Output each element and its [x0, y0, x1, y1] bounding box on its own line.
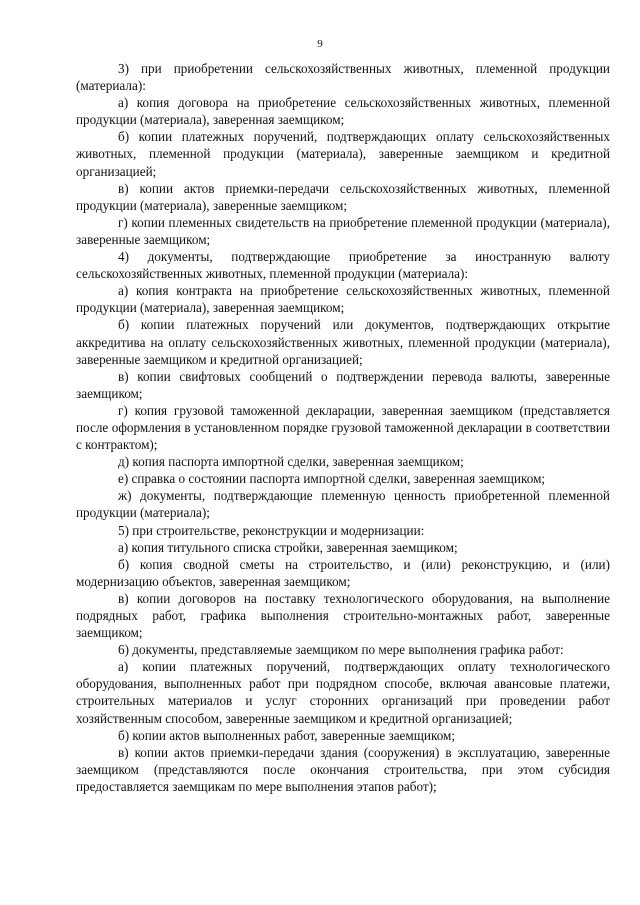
paragraph-4zh: ж) документы, подтверждающие племенную ценность приобретенной племенной продукции (материала);: [76, 488, 610, 521]
paragraph-3a: а) копия договора на приобретение сельскохозяйственных животных, племенной продукции (материала), заверенная заемщиком;: [76, 95, 610, 128]
paragraph-4-foreign-currency: 4) документы, подтверждающие приобретение за иностранную валюту сельскохозяйственных животных, племенной продукции (материала):: [76, 249, 610, 282]
paragraph-4a: а) копия контракта на приобретение сельскохозяйственных животных, племенной продукции (материала), заверенная заемщиком;: [76, 283, 610, 316]
paragraph-4d: д) копия паспорта импортной сделки, заверенная заемщиком;: [118, 454, 464, 470]
paragraph-3v: в) копии актов приемки-передачи сельскохозяйственных животных, племенной продукции (материала), заверенные заемщиком;: [76, 180, 610, 213]
paragraph-4b: б) копии платежных поручений или документов, подтверждающих открытие аккредитива на оплату сельскохозяйственных животных, племенной продукции (материала), заверенные заемщиком и кредитной организацией;: [76, 317, 610, 367]
paragraph-5b: б) копия сводной сметы на строительство, и (или) реконструкцию, и (или) модернизацию объектов, заверенная заемщиком;: [76, 556, 610, 589]
page-number: 9: [317, 38, 323, 50]
paragraph-3b: б) копии платежных поручений, подтверждающих оплату сельскохозяйственных животных, племенной продукции (материала), заверенные заемщиком и кредитной организацией;: [76, 129, 610, 179]
paragraph-3g: г) копии племенных свидетельств на приобретение племенной продукции (материала), заверенные заемщиком;: [76, 214, 610, 247]
paragraph-5-construction: 5) при строительстве, реконструкции и модернизации:: [118, 522, 425, 538]
paragraph-6v: в) копии актов приемки-передачи здания (сооружения) в эксплуатацию, заверенные заемщиком (представляются после окончания строительства, при этом субсидия предоставляется заемщикам по мере выполнения этапов работ);: [76, 744, 610, 794]
paragraph-6a: а) копии платежных поручений, подтверждающих оплату технологического оборудования, выполненных работ при подрядном способе, включая авансовые платежи, строительных материалов и услуг сторонних организаций при проведении работ хозяйственным способом, заверенные заемщиком и кредитной организацией;: [76, 659, 610, 726]
paragraph-4v: в) копии свифтовых сообщений о подтверждении перевода валюты, заверенные заемщиком;: [76, 368, 610, 401]
paragraph-4e: е) справка о состоянии паспорта импортной сделки, заверенная заемщиком;: [118, 471, 546, 487]
paragraph-5a: а) копия титульного списка стройки, заверенная заемщиком;: [118, 539, 458, 555]
paragraph-6-schedule-documents: 6) документы, представляемые заемщиком по мере выполнения графика работ:: [118, 642, 564, 658]
document-body: [76, 60, 610, 795]
paragraph-5v: в) копии договоров на поставку технологического оборудования, на выполнение подрядных работ, графика выполнения строительно-монтажных работ, заверенные заемщиком;: [76, 590, 610, 641]
paragraph-6b: б) копии актов выполненных работ, заверенные заемщиком;: [118, 727, 456, 743]
paragraph-3-livestock: 3) при приобретении сельскохозяйственных животных, племенной продукции (материала):: [76, 61, 610, 94]
paragraph-4g: г) копия грузовой таможенной декларации, заверенная заемщиком (представляется после оформления в установленном порядке грузовой таможенной декларации в соответствии с контрактом);: [76, 402, 610, 453]
